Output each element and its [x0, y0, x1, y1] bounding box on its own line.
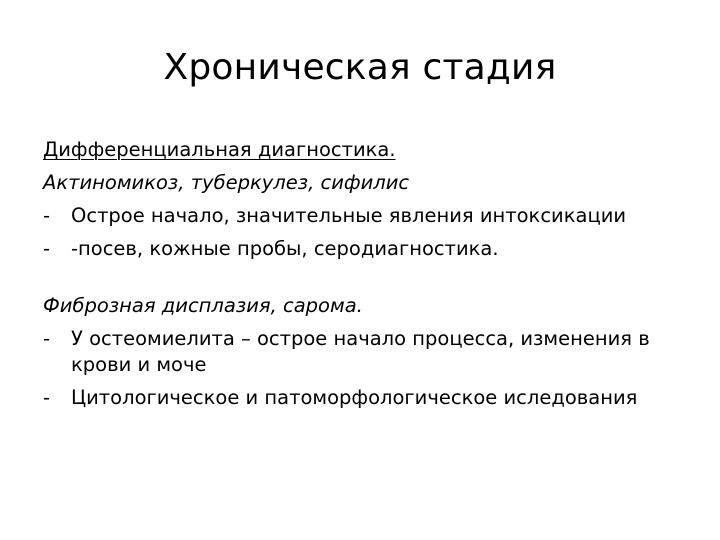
list-item-text: У остеомиелита – острое начало процесса, изменения в крови и моче — [71, 327, 650, 376]
spacer — [43, 265, 683, 289]
list-item — [43, 232, 683, 265]
bullet-dash: - — [43, 204, 51, 227]
list-item-text: Цитологическое и патоморфологическое иследования — [71, 386, 638, 409]
slide-content — [43, 133, 683, 414]
list-item — [43, 381, 683, 414]
slide-title: Хроническая стадия — [163, 47, 557, 88]
group-heading-1: Актиномикоз, туберкулез, сифилис — [43, 171, 410, 194]
bullet-dash: - — [43, 327, 51, 350]
bullet-dash: - — [43, 386, 51, 409]
list-item-text: Острое начало, значительные явления интоксикации — [71, 204, 627, 227]
list-item — [43, 322, 683, 381]
group-heading-2: Фиброзная дисплазия, сарома. — [43, 294, 363, 317]
section-heading: Дифференциальная диагностика. — [43, 138, 396, 161]
bullet-dash: - — [43, 237, 51, 260]
list-item-text: -посев, кожные пробы, серодиагностика. — [71, 237, 499, 260]
list-item — [43, 199, 683, 232]
